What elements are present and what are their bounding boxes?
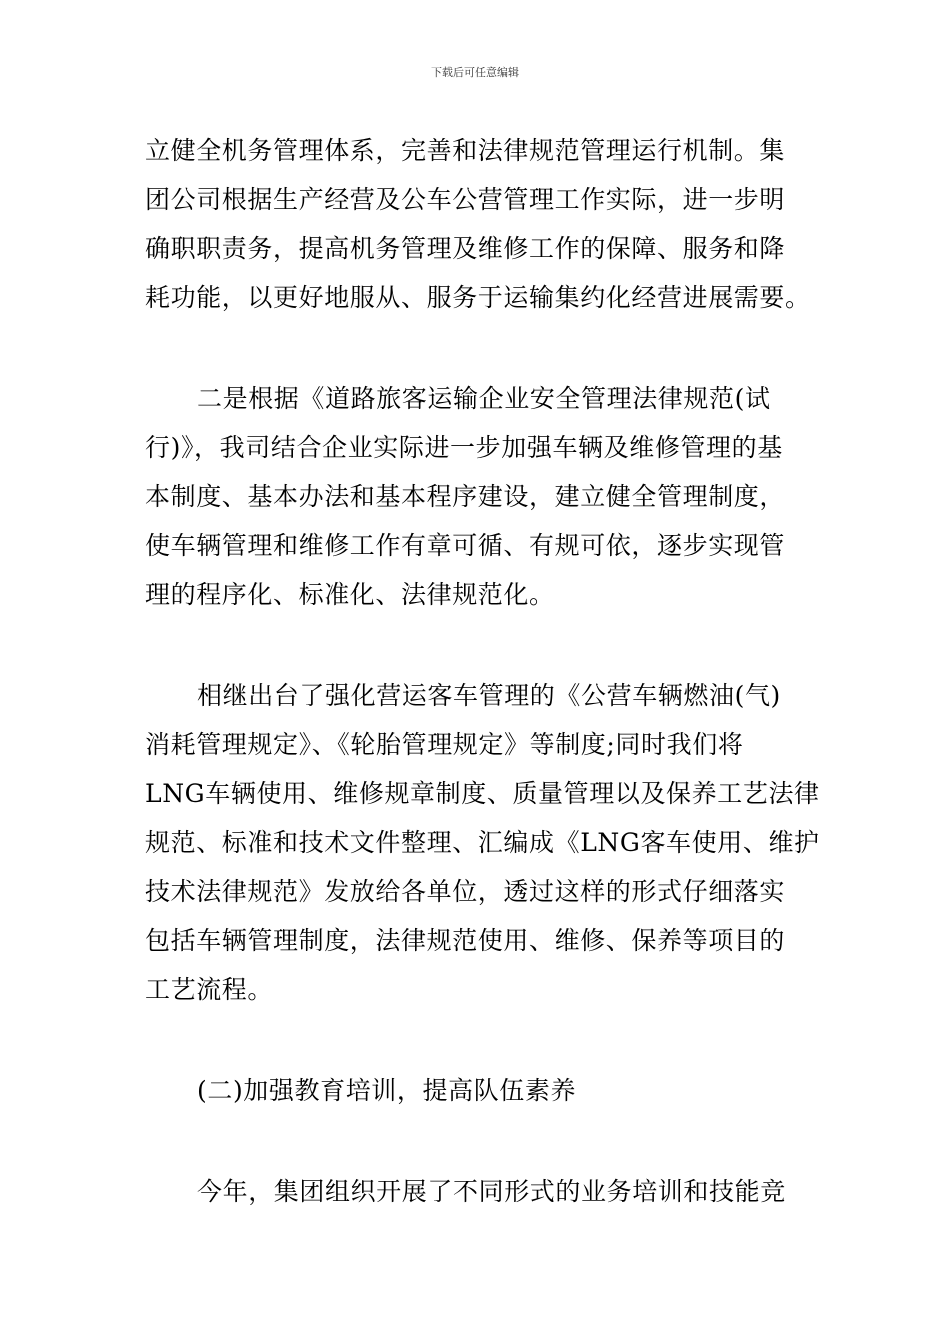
paragraph-3 <box>145 671 820 1014</box>
paragraph-line: 相继出台了强化营运客车管理的《公营车辆燃油(气) <box>197 681 781 710</box>
paragraph-line: 行)》，我司结合企业实际进一步加强车辆及维修管理的基 <box>145 433 783 462</box>
paragraph-line: LNG车辆使用、维修规章制度、质量管理以及保养工艺法律 <box>145 779 820 808</box>
paragraph-line: 理的程序化、标准化、法律规范化。 <box>145 580 555 609</box>
paragraph-line: 工艺流程。 <box>145 975 274 1004</box>
paragraph-line: 立健全机务管理体系，完善和法律规范管理运行机制。集 <box>145 136 786 165</box>
document-body <box>145 126 820 1268</box>
paragraph-line: 使车辆管理和维修工作有章可循、有规可依，逐步实现管 <box>145 531 786 560</box>
paragraph-line: 团公司根据生产经营及公车公营管理工作实际，进一步明 <box>145 185 786 214</box>
paragraph-1 <box>145 126 810 322</box>
paragraph-line: 技术法律规范》发放给各单位，透过这样的形式仔细落实 <box>145 877 786 906</box>
paragraph-2 <box>145 374 810 619</box>
paragraph-line: 消耗管理规定》、《轮胎管理规定》等制度;同时我们将 <box>145 730 744 759</box>
paragraph-line: 包括车辆管理制度，法律规范使用、维修、保养等项目的 <box>145 926 786 955</box>
page-header: 下载后可任意编辑 <box>431 66 519 79</box>
paragraph-line: 今年，集团组织开展了不同形式的业务培训和技能竞 <box>197 1177 786 1206</box>
section-heading: (二)加强教育培训，提高队伍素养 <box>197 1076 577 1105</box>
paragraph-line: 二是根据《道路旅客运输企业安全管理法律规范(试 <box>197 384 771 413</box>
paragraph-line: 耗功能，以更好地服从、服务于运输集约化经营进展需要。 <box>145 283 811 312</box>
paragraph-line: 确职职责务，提高机务管理及维修工作的保障、服务和降 <box>145 234 786 263</box>
paragraph-line: 规范、标准和技术文件整理、汇编成《LNG客车使用、维护 <box>145 828 820 857</box>
paragraph-4 <box>145 1167 810 1216</box>
paragraph-line: 本制度、基本办法和基本程序建设，建立健全管理制度， <box>145 482 786 511</box>
